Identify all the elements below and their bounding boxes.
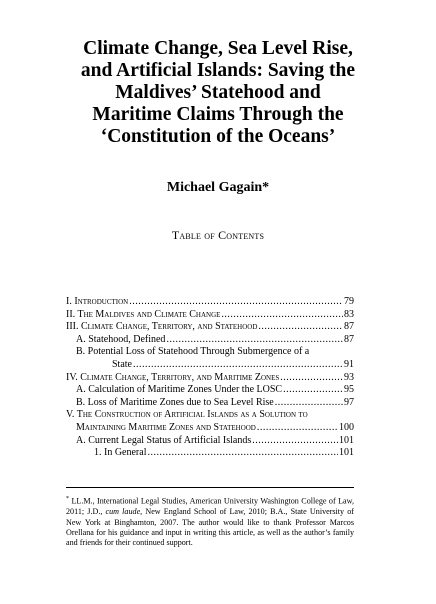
toc-entry-label-line1[interactable]: B. Potential Loss of Statehood Through Submergence of a: [76, 346, 310, 358]
toc-entry-label: III. Climate Change, Territory, and Statehood: [66, 321, 258, 333]
toc-entry[interactable]: [66, 372, 354, 385]
toc-entry-label: I. Introduction: [66, 296, 129, 307]
footnote-text-emphasis: cum laude: [105, 507, 141, 517]
toc-entry-page: 97: [344, 396, 354, 408]
author-footnote: [66, 494, 354, 549]
toc-entry[interactable]: [66, 435, 354, 448]
toc-entry-label: A. Current Legal Status of Artificial Islands: [76, 434, 252, 446]
title-line: Maritime Claims Through the: [92, 104, 344, 125]
toc-entry-label: II. The Maldives and Climate Change: [66, 308, 221, 320]
toc-entry-page: 87: [344, 321, 354, 333]
footnote-text-part2: , New England School of Law, 2010; B.A., State University of New York at Binghamton, 2007. The author would like to thank Professor Marcos Orellana for his guidance and input in writing this article, as well as the author’s family and friends for their continued support.: [66, 507, 355, 548]
toc-leader: [147, 447, 338, 458]
toc-leader: [166, 334, 343, 345]
toc-leader: [258, 321, 343, 332]
title-line: and Artificial Islands: Saving the: [80, 60, 356, 81]
toc-entry-label-line2: State: [112, 358, 132, 370]
toc-entry-page: 79: [344, 296, 354, 307]
toc-leader: [280, 372, 343, 383]
toc-entry[interactable]: [66, 296, 354, 309]
title-line: ‘Constitution of the Oceans’: [100, 126, 336, 147]
table-of-contents: [66, 296, 354, 460]
footnote-divider: [66, 487, 354, 488]
toc-leader: [283, 384, 343, 395]
toc-entry-label: 1. In General: [94, 447, 147, 459]
toc-entry-page: 101: [339, 447, 354, 459]
toc-entry[interactable]: [66, 334, 354, 347]
toc-entry-label: IV. Climate Change, Territory, and Maritime Zones: [66, 371, 280, 383]
toc-entry[interactable]: [66, 321, 354, 334]
article-title: [40, 38, 396, 148]
toc-entry-page: 83: [344, 308, 354, 320]
toc-heading: Table of Contents: [171, 228, 265, 242]
toc-leader: [133, 359, 343, 370]
toc-entry[interactable]: [66, 447, 354, 460]
toc-entry-page: 101: [339, 434, 354, 446]
title-line: Climate Change, Sea Level Rise,: [83, 38, 353, 59]
toc-leader: [221, 309, 343, 320]
toc-leader: [257, 422, 338, 433]
toc-entry-label-line1[interactable]: V. The Construction of Artificial Islands as a Solution to: [66, 409, 308, 421]
toc-entry[interactable]: [66, 384, 354, 397]
toc-entry-page: 87: [344, 333, 354, 345]
toc-entry-page: 95: [344, 384, 354, 396]
toc-leader: [252, 435, 338, 446]
footnote-text-part1: LL.M., International Legal Studies, American University Washington College of Law, 2011; J.D.,: [66, 496, 354, 517]
toc-entry-page: 93: [344, 371, 354, 383]
footnote-marker: *: [66, 496, 69, 502]
toc-entry-label: A. Calculation of Maritime Zones Under the LOSC: [76, 384, 283, 396]
toc-entry-page: 91: [344, 358, 354, 370]
toc-entry[interactable]: [66, 309, 354, 322]
toc-entry[interactable]: [66, 422, 354, 435]
toc-entry-label: A. Statehood, Defined: [76, 333, 166, 345]
toc-entry[interactable]: [66, 397, 354, 410]
toc-leader: [129, 296, 343, 307]
author-name: Michael Gagain*: [166, 180, 270, 195]
toc-entry-label-line2: Maintaining Maritime Zones and Statehood: [76, 421, 256, 433]
toc-leader: [275, 397, 343, 408]
toc-entry-label: B. Loss of Maritime Zones due to Sea Level Rise: [76, 396, 274, 408]
toc-entry[interactable]: [66, 359, 354, 372]
toc-entry-page: 100: [339, 421, 354, 433]
title-line: Maldives’ Statehood and: [115, 82, 321, 103]
